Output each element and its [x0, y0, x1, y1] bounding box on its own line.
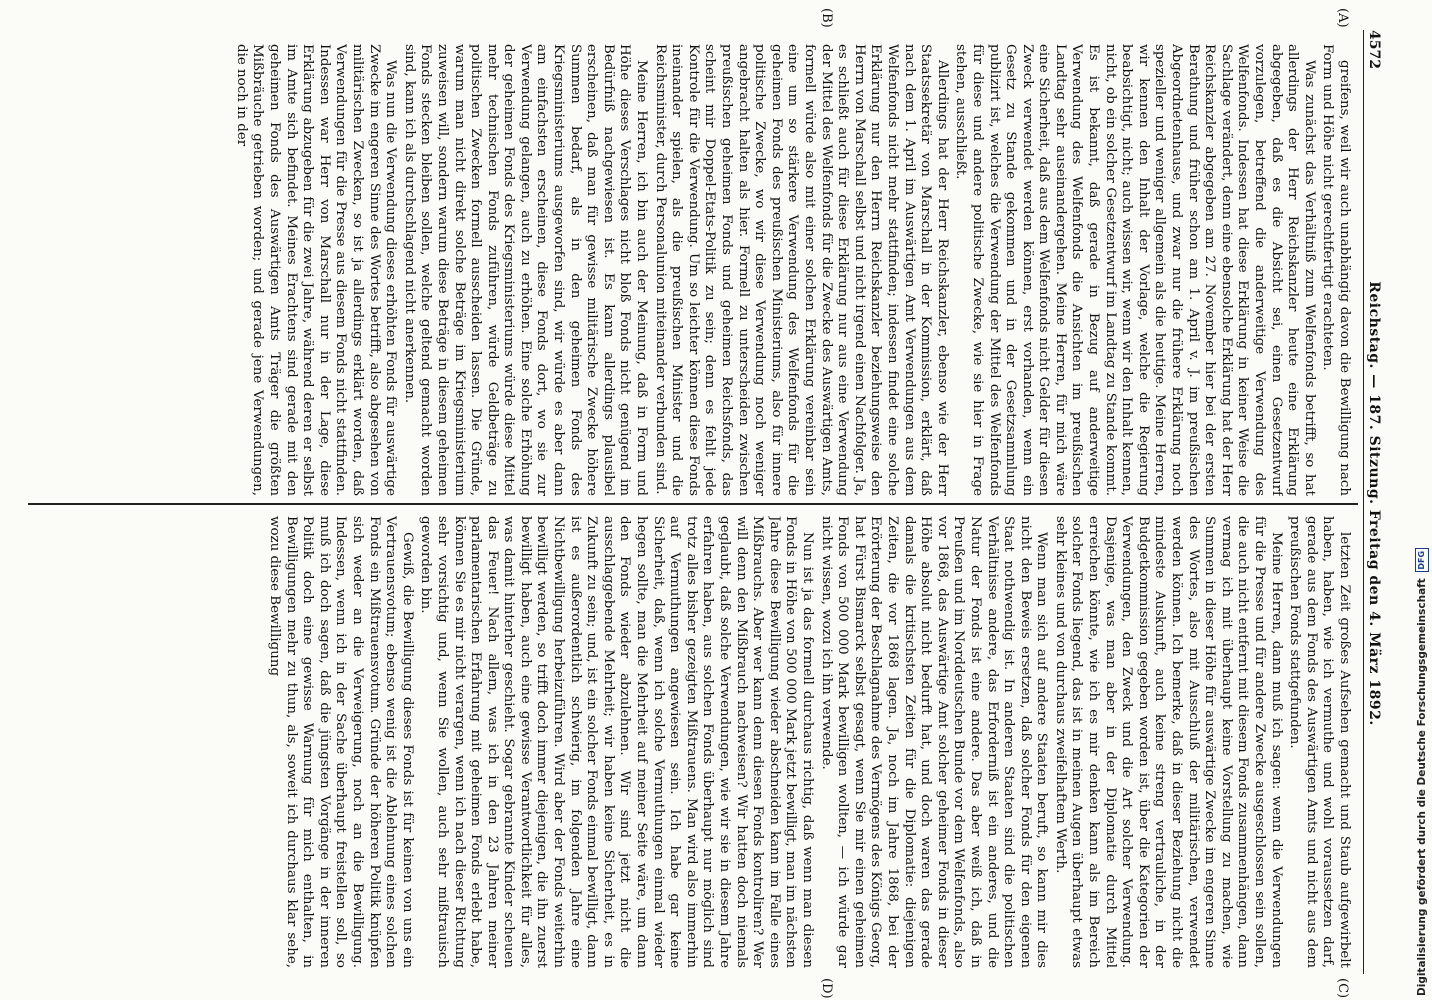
paragraph: Meine Herren, dann muß ich sagen: wenn die Verwendungen für die Presse und für andere Zwecke ausgeschlossen sein sollen, die auch nicht entfernt mit diesem Fonds zusammenhängen, dann vermag ich mit überhaupt keine Vorstellung zu machen, wie Summen in dieser Höhe für auswärtige Zwecke im engeren Sinne des Wortes, also mit Ausschluß der militärischen, verwendet werden können. Ich bemerke, daß in dieser Beziehung nicht die mindeste Auskunft, auch keine streng vertrauliche, in der Budgetkommission gegeben worden ist, über die Kategorien der Verwendungen, den Zweck und die Art solcher Verwendung. Dasjenige, was man aber in der Diplomatie durch Mittel erreichen könnte, wie ich es mir denken kann als im Bereich solcher Fonds liegend, das ist in meinen Augen überhaupt etwas sehr kleines und von durchaus zweifelhaftem Werth.	[1052, 516, 1284, 968]
margin-marker-c: (C)	[1335, 978, 1350, 999]
margin-marker-b: (B)	[819, 8, 834, 28]
paragraph: Nun ist ja das formell durchaus richtig, daß wenn man diesen Fonds in Höhe von 500 000 Mark jetzt bewilligt, man im nächsten Jahre diese Bewilligung wieder abschneiden kann im Falle eines Mißbrauchs. Aber wer kann denn diesen Fonds kontroliren? Wer will denn den Mißbrauch nachweisen? Wir hatten doch niemals geglaubt, daß solche Verwendungen, wie wir sie in diesem Jahre erfahren haben, aus solchen Fonds überhaupt nur möglich sind trotz alles bisher gezeigten Mißtrauens. Man wird also immerhin auf Vermuthungen angewiesen sein. Ich habe gar keine Sicherheit, daß, wenn ich solche Vermuthungen einmal wieder hegen sollte, man die Mehrheit auf meiner Seite wäre, um dann den Fonds wieder abzulehnen. Wir sind jetzt nicht die ausschlaggebende Mehrheit; wir haben keine Sicherheit, es in Zukunft zu sein; und, ist ein solcher Fonds einmal bewilligt, dann ist es außerordentlich schwierig, im folgenden Jahre eine Nichtbewilligung herbeizuführen. Wird aber der Fonds weiterhin bewilligt werden, so trifft doch immer diejenigen, die ihn zuerst bewilligt haben, auch eine gewisse Verantwortlichkeit für alles, was damit hinterher geschieht. Sogar gebrannte Kinder scheuen das Feuer! Nach allem, was ich in den 23 Jahren meiner parlamentarischen Erfahrung mit geheimen Fonds erlebt habe, können Sie es mir nicht verargen, wenn ich nach dieser Richtung sehr vorsichtig und, wenn Sie wollen, auch sehr mißtrauisch geworden bin.	[418, 516, 815, 968]
digitization-footer	[1411, 0, 1432, 1000]
page-header	[1363, 30, 1390, 974]
paragraph: Gewiß, die Bewilligung dieses Fonds ist für keinen von uns ein Vertrauensvotum; ebenso wenig ist die Ablehnung eines solchen Fonds ein Mißtrauensvotum. Gründe der höheren Politik knüpfen sich weder an die Verweigerung, noch an die Bewilligung. Indessen, wenn ich in der Sache überhaupt freistellen soll, so muß ich doch sagen, daß die jüngsten Vorgänge in der inneren Politik doch eine gewisse Warnung für mich enthalten, in Bewilligungen mehr zu thun, als, soweit ich durchaus klar sehe, wozu diese Bewilligung	[267, 516, 415, 968]
dfg-logo-icon: DFG	[1415, 548, 1429, 572]
left-text-column	[32, 44, 1352, 496]
paragraph: Was nun die Verwendung dieses erhöhten Fonds für auswärtige Zwecke im engeren Sinne des Wortes betrifft, also abgesehen von militärischen Zwecken, so ist ja allerdings erklärt worden, daß Verwendungen für die Presse aus diesem Fonds nicht stattfinden. Indessen war Herr von Marschall nur in der Lage, diese Erklärung abzugeben für die zwei Jahre, während deren er selbst im Amte sich befindet. Meines Erachtens sind gerade mit den geheimen Fonds des Auswärtigen Amts Träger die größten Mißbräuche getrieben worden; und gerade jene Verwendungen, die noch in der	[233, 44, 399, 496]
paragraph: greifens, weil wir auch unabhängig davon die Bewilligung nach Form und Höhe nicht gerechtfertigt erachteten.	[1320, 44, 1352, 496]
paragraph: Allerdings hat der Herr Reichskanzler, ebenso wie der Herr Staatssekretär von Marschall in der Kommission, erklärt, daß nach dem 1. April im Auswärtigen Amt Verwendungen aus dem Welfenfonds nicht mehr stattfinden; indessen findet eine solche Erklärung nur den Herrn Reichskanzler beziehungsweise den Herrn von Marschall selbst und nicht irgend einen Nachfolger. Ja, es schließt auch für diese Erklärung nur aus eine Verwendung der Mittel des Welfenfonds für die Zwecke des Auswärtigen Amts, formell würde also mit einer solchen Erklärung vereinbar sein eine um so stärkere Verwendung des Welfenfonds für die geheimen Fonds des preußischen Ministeriums, also für innere politische Zwecke, wo wir diese Verwendung noch weniger angebracht halten als hier. Formell zu unterscheiden zwischen preußischen geheimen Fonds und geheimen Reichsfonds, das scheint mir Doppel-Etats-Politik zu sein; denn es fehlt jede Kontrole für die Verwendung. Um so leichter können diese Fonds ineinander spielen, als die preußischen Minister und die Reichsminister, durch Personalunion miteinander verbunden sind.	[652, 44, 950, 496]
margin-marker-a: (A)	[1335, 8, 1350, 28]
paragraph: Wenn man sich auf andere Staaten beruft, so kann mir dies nicht den Beweis ersetzen, daß solcher Fonds für den eigenen Staat nothwendig ist. In anderen Staaten sind die politischen Verhältnisse andere, das Erforderniß ist ein anderes, und die Natur der Fonds ist eine andere. Das aber weiß ich, daß in Preußen und im Norddeutschen Bunde vor dem Welfenfonds, also vor 1868, das Auswärtige Amt solcher geheimer Fonds in dieser Höhe absolut nicht bedurft hat, und doch waren das gerade damals die kritischsten Zeiten für die Diplomatie: diejenigen Zeiten, die vor 1868 lagen. Ja, noch im Jahre 1868, bei der Erörterung der Beschlagnahme des Vermögens des Königs Georg, hat Fürst Bismarck selbst gesagt, wenn Sie mir einen geheimen Fonds von 500 000 Mark bewilligen wollten, — ich würde gar nicht wissen, wozu ich ihn verwende.	[818, 516, 1050, 968]
footer-text-strip	[1411, 0, 1432, 1000]
page-title: Reichstag. — 187. Sitzung. Freitag den 4. März 1892.	[1366, 281, 1382, 726]
column-divider	[28, 503, 1358, 505]
page-number: 4572	[1366, 30, 1382, 69]
paragraph: Was zunächst das Verhältniß zum Welfenfonds betrifft, so hat allerdings der Herr Reichskanzler heute eine Erklärung abgegeben, daß es die Absicht sei, einen Gesetzentwurf vorzulegen, betreffend die anderweitige Verwendung des Welfenfonds. Indessen hat diese Erklärung in keiner Weise die Sachlage verändert, denn eine ebensolche Erklärung hat der Herr Reichskanzler abgegeben am 27. November hier bei der ersten Berathung und früher schon am 1. April v. J. im preußischen Abgeordnetenhause, und zwar nur die frühere Erklärung noch spezieller und weniger allgemein als die heutige. Meine Herren, wir kennen den Inhalt der Vorlage, welche die Regierung beabsichtigt, nicht; auch wissen wir, wenn wir den Inhalt kennen, nicht, ob ein solcher Gesetzentwurf im Landtag zu Stande kommt. Es ist bekannt, daß gerade in Bezug auf anderweitige Verwendung des Welfenfonds die Ansichten im preußischen Landtag sehr auseinandergehen. Meine Herren, für mich wäre eine Sicherheit, daß aus dem Welfenfonds nicht Gelder für diesen Zweck verwendet werden können, erst vorhanden, wenn ein Gesetz zu Stande gekommen und in der Gesetzsammlung publizirt ist, welches die Verwendung der Mittel des Welfenfonds für diese und andere politische Zwecke, wie sie hier in Frage stehen, ausschließt.	[953, 44, 1317, 496]
paragraph: Meine Herren, ich bin auch der Meinung, daß in Form und Höhe dieses Verschlages nicht bloß Fonds nicht genügend im Bedürfniß nachgewiesen ist. Es kann allerdings plausibel erscheinen, daß man für gewisse militärische Zwecke höhere Summen bedarf, als in den geheimen Fonds des Kriegsministeriums ausgeworfen sind, wir würde es aber dann am einfachsten erscheinen, diese Fonds dort, wo sie zur Verwendung gelangen, auch zu erhöhen. Eine solche Erhöhung der geheimen Fonds des Kriegsministeriums würde diese Mittel mehr technischen Fonds zuführen, würde Geldbeträge zu politischen Zwecken formell ausscheiden lassen. Die Gründe, warum man nicht direkt solche Beträge im Kriegsministerium zuweisen will, sondern warum diese Beträge in diesem geheimen Fonds stecken bleiben sollen, welche geltend gemacht worden sind, kann ich als durchschlagend nicht anerkennen.	[401, 44, 650, 496]
right-text-column	[32, 516, 1352, 968]
margin-marker-d: (D)	[819, 978, 834, 999]
footer-credit-text: Digitalisierung gefördert durch die Deutsche Forschungsgemeinschaft	[1415, 578, 1428, 996]
paragraph: letzten Zeit großes Aufsehen gemacht und Staub aufgewirbelt haben, haben, wie ich vermuthe und wohl voraussetzen darf, gerade aus dem Fonds des Auswärtigen Amts und nicht aus dem preußischen Fonds stattgefunden.	[1287, 516, 1352, 968]
